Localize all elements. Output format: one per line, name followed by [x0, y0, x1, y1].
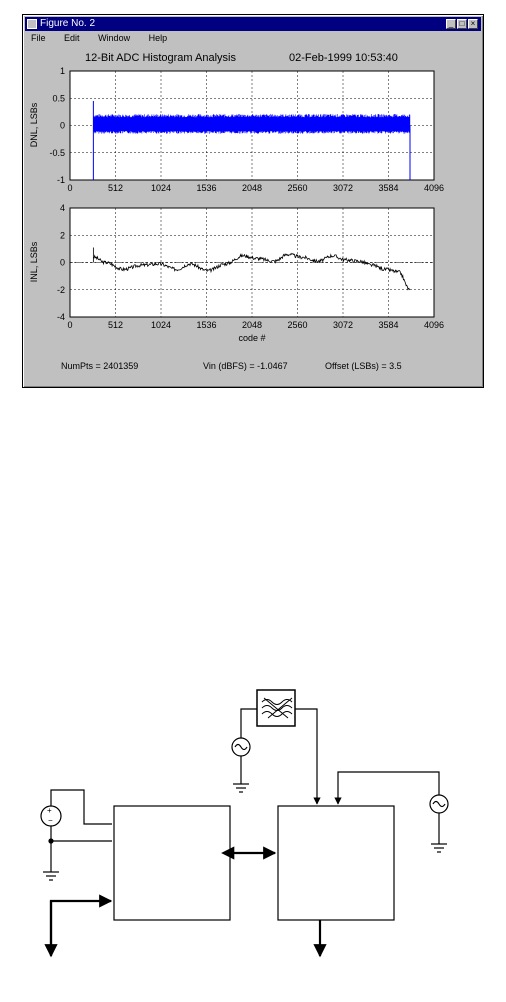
dnl-yticks [49, 66, 65, 185]
inl-ytick-label: -4 [56, 312, 65, 322]
source-to-filter-wire [241, 709, 257, 738]
inl-xtick-label: 1536 [196, 320, 217, 330]
plus-sign: + [47, 806, 52, 815]
inl-xtick-label: 512 [107, 320, 124, 330]
minimize-icon[interactable]: _ [446, 19, 456, 29]
close-icon[interactable]: × [468, 19, 478, 29]
figure-window [22, 14, 484, 388]
inl-xtick-label: 2048 [241, 320, 263, 330]
adc-block [114, 806, 230, 920]
menu-bar [25, 32, 481, 44]
figure-timestamp: 02-Feb-1999 10:53:40 [289, 52, 398, 64]
title-bar[interactable] [25, 17, 481, 31]
figure-canvas [23, 45, 485, 389]
dc-wire-bottom [51, 826, 112, 841]
dnl-axes [29, 66, 444, 193]
dnl-xticks [67, 183, 444, 193]
data-capture-block [278, 806, 394, 920]
dnl-xtick-label: 2048 [241, 183, 263, 193]
inl-xtick-label: 3072 [332, 320, 354, 330]
dnl-ytick-label: 0 [59, 120, 65, 131]
dnl-ylabel: DNL, LSBs [29, 102, 39, 148]
clock-wire [338, 772, 439, 804]
menu-help[interactable]: Help [148, 33, 168, 43]
minus-sign: − [48, 816, 53, 825]
ground-icon [233, 784, 249, 792]
menu-window[interactable]: Window [98, 33, 131, 43]
inl-ytick-label: -2 [56, 284, 65, 295]
inl-xtick-label: 4096 [423, 320, 445, 330]
maximize-icon[interactable]: □ [457, 19, 467, 29]
inl-xtick-label: 0 [67, 320, 73, 330]
matlab-icon [27, 19, 37, 29]
ground-icon-3 [43, 872, 59, 880]
menu-file[interactable]: File [31, 33, 46, 43]
vin-text: Vin (dBFS) = -1.0467 [203, 361, 288, 371]
inl-ytick-label: 4 [59, 203, 65, 213]
inl-ytick-label: 0 [59, 257, 65, 268]
dnl-xtick-label: 3584 [378, 183, 399, 193]
diagram-svg [0, 660, 506, 997]
dnl-noise-band [93, 114, 410, 134]
figure-svg [23, 45, 485, 389]
dnl-ytick-label: 0.5 [52, 93, 65, 104]
inl-xticks [67, 320, 444, 330]
control-input-arrow [51, 901, 111, 950]
block-diagram [0, 660, 506, 997]
figure-title: 12-Bit ADC Histogram Analysis [85, 52, 236, 64]
offset-text: Offset (LSBs) = 3.5 [325, 361, 402, 371]
dnl-ytick-label: 1 [59, 66, 65, 76]
dnl-xtick-label: 1536 [196, 183, 217, 193]
inl-xtick-label: 2560 [287, 320, 308, 330]
inl-xtick-label: 3584 [378, 320, 399, 330]
menu-edit[interactable]: Edit [64, 33, 80, 43]
inl-ytick-label: 2 [59, 230, 65, 241]
dnl-xtick-label: 3072 [332, 183, 354, 193]
inl-xtick-label: 1024 [150, 320, 172, 330]
inl-axes [29, 203, 444, 343]
dnl-ytick-label: -0.5 [49, 147, 65, 158]
inl-xlabel: code # [238, 333, 266, 343]
bandpass-filter-icon [262, 698, 292, 718]
dnl-xtick-label: 1024 [150, 183, 172, 193]
dnl-xtick-label: 512 [107, 183, 124, 193]
dnl-xtick-label: 4096 [423, 183, 445, 193]
inl-ylabel: INL, LSBs [29, 241, 39, 283]
numpts-text: NumPts = 2401359 [61, 361, 139, 371]
filter-to-capture-wire [295, 709, 317, 804]
dnl-xtick-label: 0 [67, 183, 73, 193]
ground-icon-2 [431, 844, 447, 852]
inl-yticks [57, 203, 65, 322]
window-title: Figure No. 2 [40, 18, 96, 29]
dnl-ytick-label: -1 [56, 175, 65, 185]
dnl-xtick-label: 2560 [287, 183, 308, 193]
